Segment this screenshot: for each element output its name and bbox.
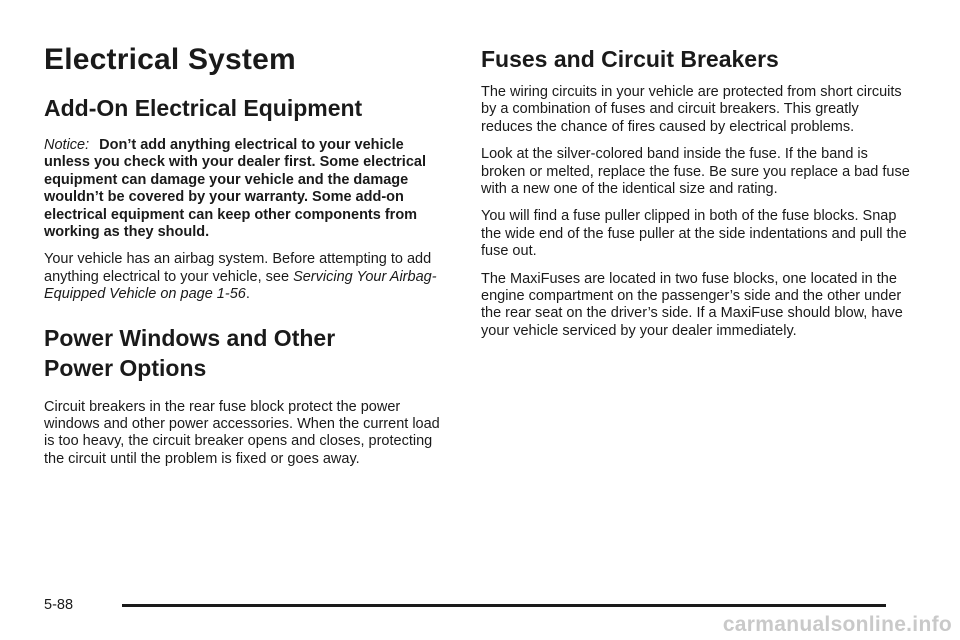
fuses-paragraph: Look at the silver-colored band inside the fuse. If the band is broken or melted, replace the fuse. Be sure you replace a bad fuse with a new one of the identical size and rating. xyxy=(481,146,910,198)
power-heading-line2: Power Options xyxy=(44,354,207,381)
airbag-end: . xyxy=(245,286,250,303)
power-heading xyxy=(44,323,450,383)
right-column xyxy=(481,44,911,340)
notice-block xyxy=(44,137,450,241)
airbag-text: Your vehicle has an airbag system. Before attempting to add anything electrical to your vehicle, see xyxy=(44,251,432,285)
fuses-heading: Fuses and Circuit Breakers xyxy=(481,46,779,72)
power-heading-line1: Power Windows and Other xyxy=(44,324,336,351)
page-title: Electrical System xyxy=(44,43,296,76)
footer-divider xyxy=(122,604,886,607)
left-column xyxy=(44,40,450,468)
page-number: 5-88 xyxy=(44,597,74,613)
notice-text: Don’t add anything electrical to your vehicle unless you check with your dealer first. Some electrical equipment can damage your vehicle and the damage wouldn’t be covered by your warranty. Some add-on electrical equipment can keep other components from working as they should. xyxy=(44,137,426,241)
fuses-paragraph: The MaxiFuses are located in two fuse blocks, one located in the engine compartment on the passenger’s side and the other under the rear seat on the driver’s side. If a MaxiFuse should blow, have your vehicle serviced by your dealer immediately. xyxy=(481,270,903,339)
addon-heading: Add-On Electrical Equipment xyxy=(44,95,363,121)
watermark: carmanualsonline.info xyxy=(722,613,952,636)
airbag-paragraph xyxy=(44,251,450,303)
notice-label: Notice: xyxy=(44,137,90,153)
power-paragraph: Circuit breakers in the rear fuse block protect the power windows and other power accessories. When the current load is too heavy, the circuit breaker opens and closes, protecting the circuit until the problem is fixed or goes away. xyxy=(44,398,440,467)
airbag-xref-link[interactable]: Servicing Your Airbag-Equipped Vehicle on page 1-56 xyxy=(44,268,437,303)
fuses-paragraph: The wiring circuits in your vehicle are protected from short circuits by a combination of fuses and circuit breakers. This greatly reduces the chance of fires caused by electrical problems. xyxy=(481,84,902,135)
fuses-paragraph: You will find a fuse puller clipped in both of the fuse blocks. Snap the wide end of the fuse puller at the side indentations and pull the fuse out. xyxy=(481,208,907,260)
